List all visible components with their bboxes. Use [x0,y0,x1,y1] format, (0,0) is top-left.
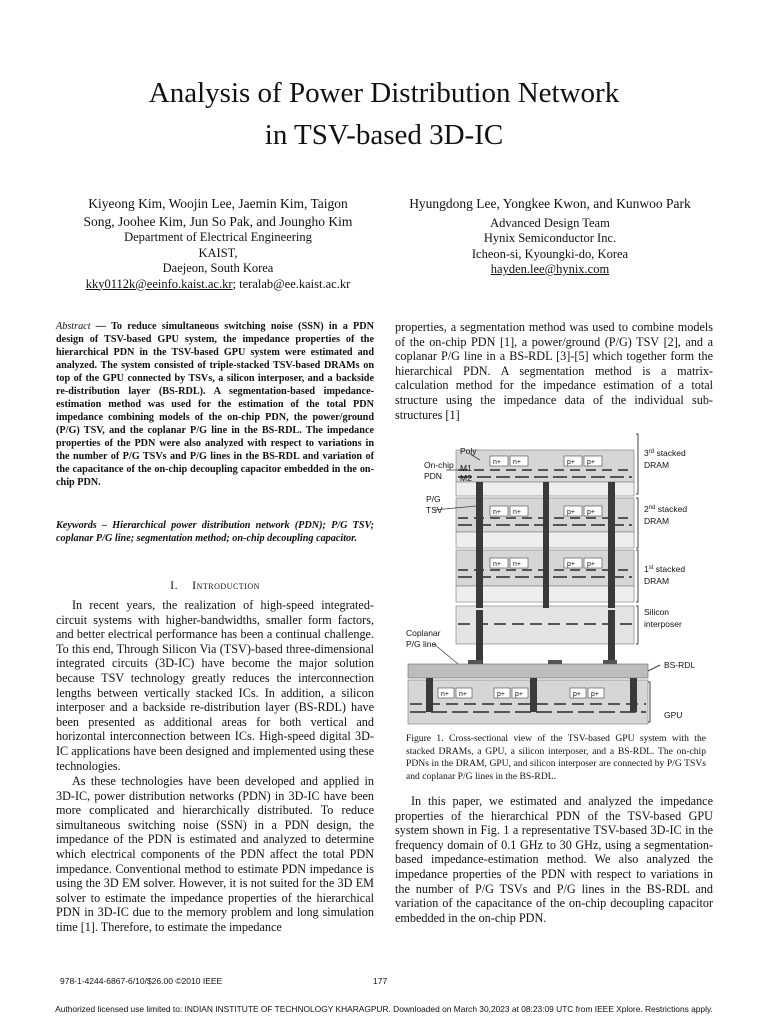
authors-left-block [48,195,388,292]
label-pg-line: P/G line [406,639,437,649]
abstract [56,320,374,489]
abstract-text: — To reduce simultaneous switching noise (SSN) in a PDN design of TSV-based GPU system, the impedance properties of the hierarchical PDN in the TSV-based GPU system were estimated and analyzed. The system consisted of triple-stacked TSV-based DRAMs on top of the GPU connected by TSVs, a silicon interposer, and a backside re-distribution layer (BS-RDL). A segmentation-based impedance-estimation method was used for the estimation of the total PDN impedance combining models of the on-chip PDN, the power/ground (P/G) TSV, and the coplanar P/G line in the BS-RDL. The impedance properties of the PDN were also analyzed with respect to variations in the number of P/G TSVs and P/G lines in the BS-RDL and variation of the capacitance of the on-chip decoupling capacitor embedded in the on-chip PDN. [56,321,374,488]
n-plus-label: n+ [493,509,501,516]
label-poly: Poly [460,446,477,456]
label-gpu: GPU [664,710,683,720]
p-plus-label: p+ [591,691,599,698]
title-line-2: in TSV-based 3D-IC [264,119,504,151]
author-org-right: Hynix Semiconductor Inc. [483,231,617,245]
label-silicon: Silicon [644,607,670,617]
label-m2: M2 [460,473,472,483]
n-plus-label: n+ [513,459,521,466]
label-dram2-dram: DRAM [644,516,670,526]
label-pg: P/G [426,494,441,504]
authorized-use-notice: Authorized licensed use limited to: INDIAN INSTITUTE OF TECHNOLOGY KHARAGPUR. Downloaded on March 30,2023 at 08:23:09 UTC from IEEE Xplore. Restrictions apply. [55,1004,713,1014]
author-team: Advanced Design Team [490,215,610,230]
p-plus-label: p+ [515,691,523,698]
p-plus-label: p+ [587,561,595,568]
figure-1-diagram [398,432,718,727]
label-pdn: PDN [424,471,442,481]
author-names-right: Hyungdong Lee, Yongkee Kwon, and Kunwoo Park [409,196,691,211]
label-dram1-dram: DRAM [644,576,670,586]
label-dram1: 1st stacked [644,564,686,574]
author-email-2: ; teralab@ee.kaist.ac.kr [232,276,351,291]
intro-paragraph-2: As these technologies have been developed and applied in 3D-IC, power distribution networks (PDN) in 3D-IC have been more complicated and hierarchically distributed. To reduce simultaneous switching noise (SSN) in a PDN design, the impedance of the PDN is estimated and analyzed to determine which electrical components of the PDN affect the total PDN impedance. Conventional method to estimate PDN impedance is using the 3D EM solver. However, it is not suited for the 3D EM solver to estimate the impedance properties of the hierarchical PDN in 3D-IC due to the memory problem and long simulation time [1]. Therefore, to estimate the impedance [56,774,374,934]
figure-caption: Figure 1. Cross-sectional view of the TSV-based GPU system with the stacked DRAMs, a GPU, a silicon interposer, and a BS-RDL. The on-chip PDNs in the DRAM, GPU, and silicon interposer are connected by P/G TSVs and coplanar P/G lines in the BS-RDL. [406,733,706,782]
p-plus-label: p+ [573,691,581,698]
label-tsv: TSV [426,505,443,515]
n-plus-label: n+ [441,691,449,698]
label-dram2: 2nd stacked [644,504,688,514]
n-plus-label: n+ [513,561,521,568]
section-number: I. [170,578,179,592]
p-plus-label: p+ [567,459,575,466]
author-dept: Department of Electrical Engineering [124,230,312,244]
p-plus-label: p+ [567,509,575,516]
n-plus-label: n+ [493,459,501,466]
right-paragraph-1: properties, a segmentation method was used to combine models of the on-chip PDN [1], a power/ground (P/G) TSV [2], and a coplanar P/G line in a BS-RDL [3]-[5] which together form the hierarchical PDN. A segmentation method is a matrix-calculation method for the impedance estimation of a total structure using the impedance data of the individual sub-structures [1] [395,320,713,422]
label-on-chip: On-chip [424,460,454,470]
right-paragraph-2: In this paper, we estimated and analyzed the impedance properties of the hierarchical PDN of the TSV-based GPU system shown in Fig. 1 a representative TSV-based 3D-IC in the frequency domain of 0.1 GHz to 30 GHz, using a segmentation-based impedance-estimation method. We also analyzed the impedance properties of the PDN with respect to variations in the number of P/G TSVs and P/G lines in the BS-RDL and variation of the capacitance of the on-chip decoupling capacitor embedded in the on-chip PDN. [395,794,713,925]
page-number: 177 [373,976,388,986]
author-city: Daejeon, South Korea [162,261,274,275]
label-dram3: 3rd stacked [644,448,686,458]
p-plus-label: p+ [587,459,595,466]
n-plus-label: n+ [459,691,467,698]
footer-isbn: 978-1-4244-6867-6/10/$26.00 ©2010 IEEE [60,976,223,986]
author-city-right: Icheon-si, Kyoungki-do, Korea [471,246,629,261]
p-plus-label: p+ [587,509,595,516]
author-email-right-link[interactable]: hayden.lee@hynix.com [490,262,610,276]
author-names-line-1: Kiyeong Kim, Woojin Lee, Jaemin Kim, Taigon [88,196,348,211]
section-title: Introduction [192,578,260,592]
author-org: KAIST, [198,245,238,260]
paper-title [0,72,768,156]
layer-drawings [408,434,660,724]
label-bs-rdl: BS-RDL [664,660,696,670]
section-heading [56,578,374,593]
label-interposer: interposer [644,619,682,629]
author-emails [48,277,388,293]
title-line-1: Analysis of Power Distribution Network [148,77,620,109]
authors-right-block [385,195,715,278]
abstract-label: Abstract [56,321,91,332]
intro-paragraph-1: In recent years, the realization of high-speed integrated-circuit systems with higher-bandwidths, smaller form factors, and better electrical performance has been a continual challenge. To this end, Through Silicon Via (TSV)-based three-dimensional integrated circuits (3D-IC) have become the major solution because TSV technology greatly reduces the interconnection lengths between vertically stacked ICs. In addition, a silicon interposer and a backside re-distribution layer (BS-RDL) have been presented as additional areas for both vertical and horizontal interconnection between ICs. High-speed digital 3D-IC applications have been designed and implemented using these technologies. [56,598,374,773]
label-dram3-dram: DRAM [644,460,670,470]
n-plus-label: n+ [493,561,501,568]
p-plus-label: p+ [497,691,505,698]
label-m1: M1 [460,463,472,473]
p-plus-label: p+ [567,561,575,568]
label-coplanar: Coplanar [406,628,441,638]
author-email-link[interactable]: kky0112k@eeinfo.kaist.ac.kr [85,276,233,291]
keywords: Keywords – Hierarchical power distribution network (PDN); P/G TSV; coplanar P/G line; segmentation method; on-chip decoupling capacitor. [56,520,374,544]
n-plus-label: n+ [513,509,521,516]
author-names-line-2: Song, Joohee Kim, Jun So Pak, and Joungho Kim [83,213,353,229]
